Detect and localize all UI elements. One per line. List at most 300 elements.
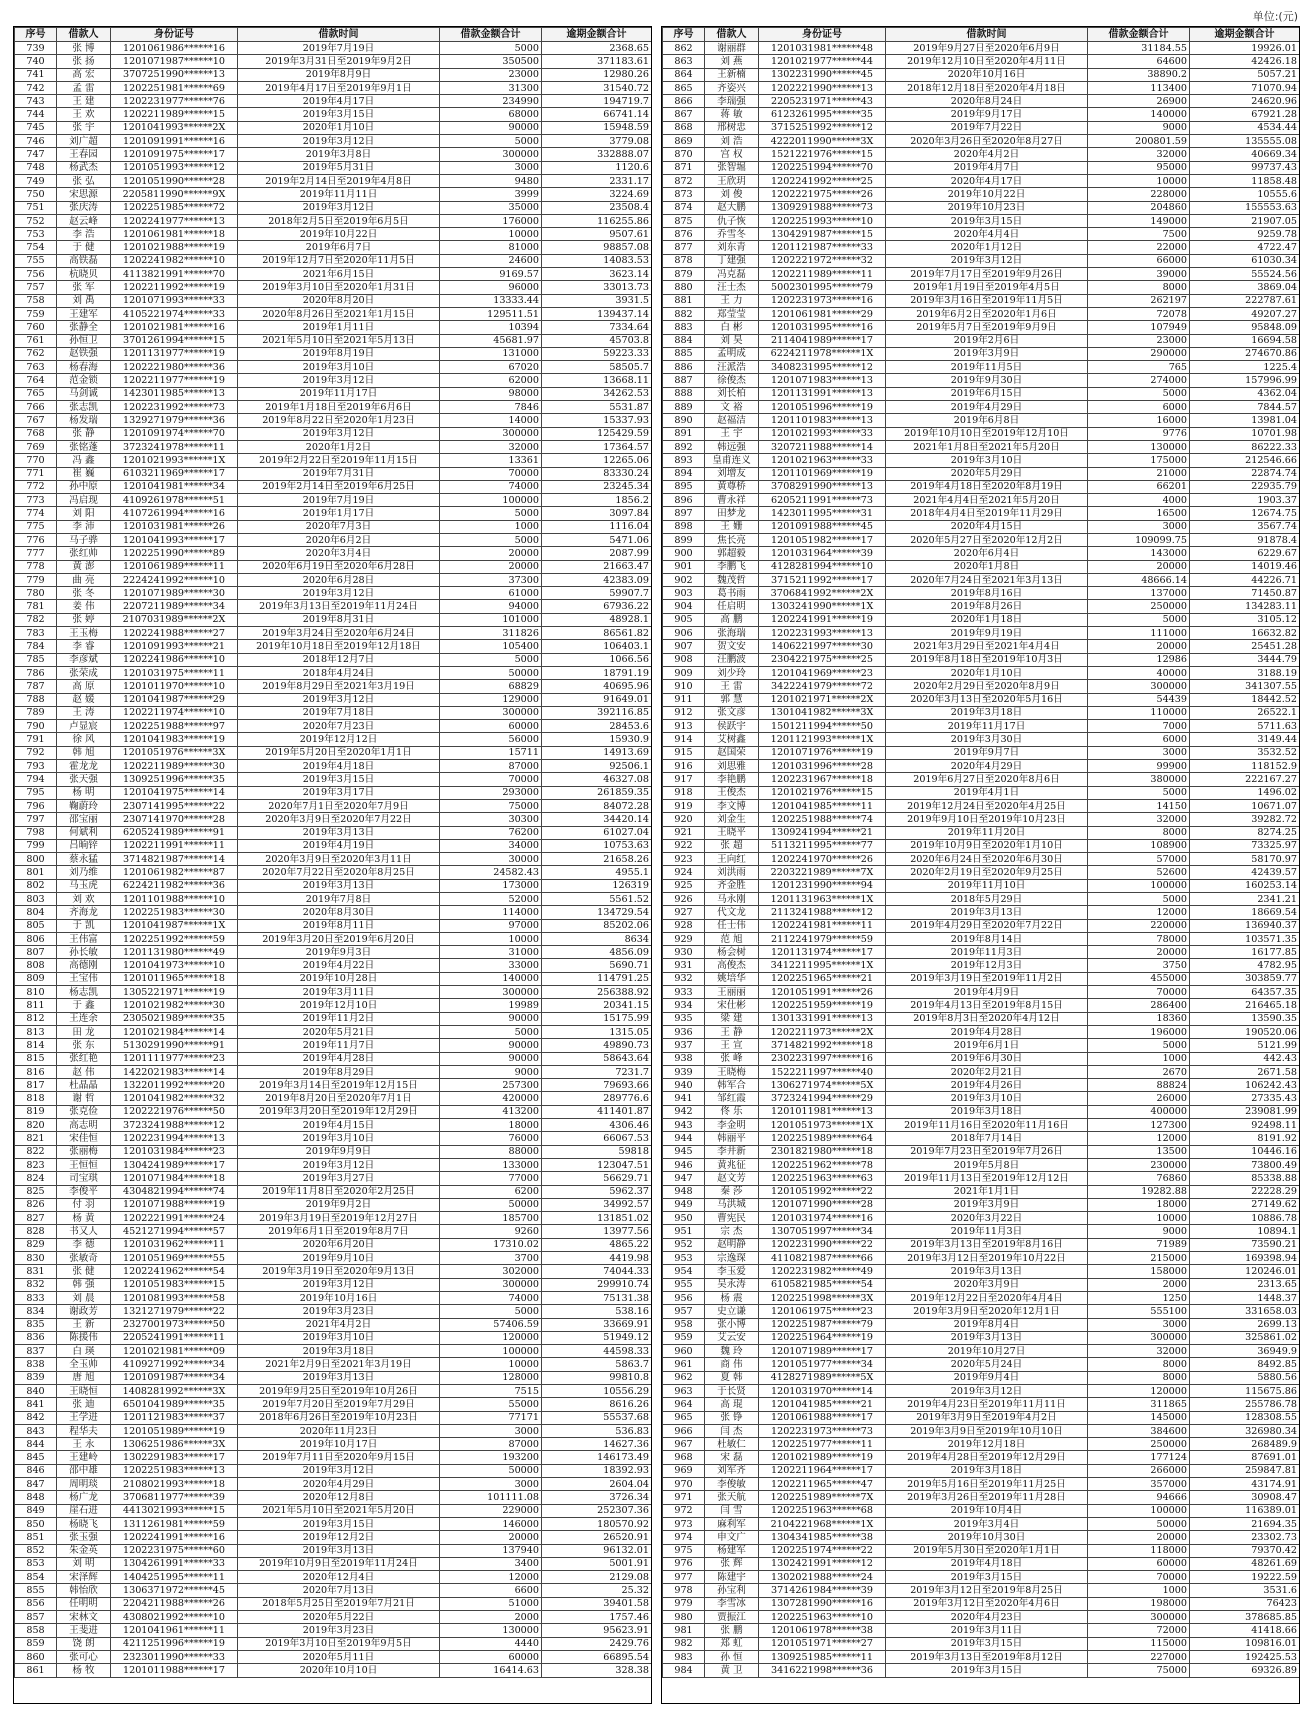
- cell-loan-date: 2019年6月1日: [886, 1039, 1088, 1052]
- cell-borrower: 刘 欢: [57, 893, 111, 906]
- cell-loan-amount: 5000: [440, 42, 542, 55]
- cell-borrower: 王向红: [705, 853, 759, 866]
- cell-loan-amount: 75000: [1088, 1664, 1190, 1677]
- cell-borrower: 崔 巍: [57, 467, 111, 480]
- cell-overdue-amount: 4534.44: [1190, 121, 1300, 134]
- cell-overdue-amount: 5711.63: [1190, 720, 1300, 733]
- cell-loan-amount: 24600: [440, 254, 542, 267]
- table-row: [663, 853, 1300, 866]
- cell-overdue-amount: 14913.69: [542, 746, 652, 759]
- cell-loan-amount: 20000: [1088, 560, 1190, 573]
- cell-seq: 795: [15, 786, 57, 799]
- cell-overdue-amount: 42426.18: [1190, 55, 1300, 68]
- cell-loan-amount: 1250: [1088, 1291, 1190, 1304]
- cell-overdue-amount: 10701.98: [1190, 427, 1300, 440]
- cell-overdue-amount: 15930.9: [542, 733, 652, 746]
- cell-id-number: 3701261994******15: [111, 334, 238, 347]
- cell-loan-date: 2018年6月26日至2019年10月23日: [238, 1411, 440, 1424]
- cell-seq: 794: [15, 773, 57, 786]
- cell-seq: 755: [15, 254, 57, 267]
- cell-loan-amount: 66201: [1088, 480, 1190, 493]
- cell-loan-amount: 3400: [440, 1557, 542, 1570]
- cell-id-number: 3714821992******18: [759, 1039, 886, 1052]
- cell-borrower: 谢丽群: [705, 42, 759, 55]
- cell-loan-amount: 88000: [440, 1145, 542, 1158]
- table-row: [663, 1012, 1300, 1025]
- cell-loan-date: 2020年4月23日: [886, 1611, 1088, 1624]
- cell-id-number: 1202251994******70: [759, 161, 886, 174]
- cell-overdue-amount: 91649.01: [542, 693, 652, 706]
- cell-borrower: 邹红霞: [705, 1092, 759, 1105]
- cell-borrower: 邵中雄: [57, 1464, 111, 1477]
- cell-borrower: 张 超: [705, 839, 759, 852]
- cell-loan-date: 2020年3月26日至2020年8月27日: [886, 135, 1088, 148]
- cell-id-number: 1305221971******19: [111, 986, 238, 999]
- cell-borrower: 李玉爱: [705, 1265, 759, 1278]
- cell-loan-amount: 9169.57: [440, 268, 542, 281]
- cell-seq: 853: [15, 1557, 57, 1570]
- cell-borrower: 张 健: [57, 1265, 111, 1278]
- cell-id-number: 1201031975******11: [111, 666, 238, 679]
- cell-loan-date: 2019年3月12日: [238, 427, 440, 440]
- table-row: [15, 467, 652, 480]
- cell-loan-amount: 109099.75: [1088, 533, 1190, 546]
- cell-loan-amount: 137000: [1088, 587, 1190, 600]
- cell-overdue-amount: 326980.34: [1190, 1424, 1300, 1437]
- cell-borrower: 冯启现: [57, 494, 111, 507]
- cell-id-number: 1202221976******50: [111, 1105, 238, 1118]
- cell-loan-amount: 67020: [440, 361, 542, 374]
- cell-borrower: 韩 强: [57, 1278, 111, 1291]
- table-row: [15, 1650, 652, 1663]
- cell-borrower: 张 静: [57, 427, 111, 440]
- cell-borrower: 赵大鹏: [705, 201, 759, 214]
- cell-seq: 925: [663, 879, 705, 892]
- cell-overdue-amount: 180570.92: [542, 1517, 652, 1530]
- cell-borrower: 于长贤: [705, 1384, 759, 1397]
- cell-id-number: 4222011990******3X: [759, 135, 886, 148]
- cell-loan-amount: 3000: [1088, 1318, 1190, 1331]
- cell-loan-amount: 262197: [1088, 294, 1190, 307]
- cell-id-number: 4128281994******10: [759, 560, 886, 573]
- table-row: [15, 613, 652, 626]
- cell-overdue-amount: 69326.89: [1190, 1664, 1300, 1677]
- cell-overdue-amount: 2341.21: [1190, 893, 1300, 906]
- cell-id-number: 1201131977******19: [111, 347, 238, 360]
- table-row: [663, 1531, 1300, 1544]
- cell-seq: 831: [15, 1265, 57, 1278]
- cell-borrower: 高 原: [57, 680, 111, 693]
- table-row: [15, 1557, 652, 1570]
- cell-id-number: 1202251965******21: [759, 972, 886, 985]
- cell-loan-amount: 350500: [440, 55, 542, 68]
- cell-loan-date: 2019年10月4日: [886, 1504, 1088, 1517]
- cell-loan-amount: 3999: [440, 188, 542, 201]
- cell-overdue-amount: 99810.8: [542, 1371, 652, 1384]
- cell-borrower: 张 辉: [705, 1557, 759, 1570]
- cell-loan-amount: 9000: [440, 1065, 542, 1078]
- cell-seq: 834: [15, 1305, 57, 1318]
- cell-borrower: 王 宇: [705, 427, 759, 440]
- cell-seq: 785: [15, 653, 57, 666]
- cell-id-number: 1201071993******33: [111, 294, 238, 307]
- cell-overdue-amount: 328.38: [542, 1664, 652, 1677]
- cell-id-number: 4521271994******57: [111, 1225, 238, 1238]
- cell-id-number: 1329271979******36: [111, 414, 238, 427]
- cell-overdue-amount: 134729.54: [542, 906, 652, 919]
- cell-overdue-amount: 48928.1: [542, 613, 652, 626]
- table-row: [663, 986, 1300, 999]
- table-row: [663, 108, 1300, 121]
- cell-overdue-amount: 43174.91: [1190, 1478, 1300, 1491]
- cell-borrower: 汪士杰: [705, 281, 759, 294]
- table-row: [15, 507, 652, 520]
- cell-loan-date: 2019年12月3日: [886, 959, 1088, 972]
- cell-loan-amount: 76200: [440, 826, 542, 839]
- cell-overdue-amount: 59223.33: [542, 347, 652, 360]
- cell-borrower: 孙中原: [57, 480, 111, 493]
- cell-loan-date: 2018年4月24日: [238, 666, 440, 679]
- cell-loan-amount: 12000: [440, 1571, 542, 1584]
- cell-borrower: 李金明: [705, 1119, 759, 1132]
- cell-loan-amount: 20000: [440, 547, 542, 560]
- cell-id-number: 1201051990******28: [111, 174, 238, 187]
- cell-id-number: 1201051992******22: [759, 1185, 886, 1198]
- table-row: [663, 879, 1300, 892]
- cell-seq: 937: [663, 1039, 705, 1052]
- cell-loan-date: 2019年3月10日至2020年1月31日: [238, 281, 440, 294]
- cell-id-number: 1202211973******2X: [759, 1025, 886, 1038]
- cell-id-number: 1322011992******20: [111, 1079, 238, 1092]
- cell-seq: 941: [663, 1092, 705, 1105]
- cell-borrower: 仇子恢: [705, 214, 759, 227]
- left-table-panel: [13, 26, 652, 1704]
- cell-loan-amount: 286400: [1088, 999, 1190, 1012]
- cell-overdue-amount: 19222.59: [1190, 1571, 1300, 1584]
- cell-overdue-amount: 216465.18: [1190, 999, 1300, 1012]
- table-row: [663, 1398, 1300, 1411]
- cell-loan-amount: 70000: [1088, 986, 1190, 999]
- cell-loan-date: 2019年3月11日: [886, 1624, 1088, 1637]
- cell-loan-date: 2020年4月2日: [886, 148, 1088, 161]
- cell-overdue-amount: 44598.33: [542, 1345, 652, 1358]
- cell-borrower: 高德刚: [57, 959, 111, 972]
- table-row: [15, 281, 652, 294]
- cell-seq: 782: [15, 613, 57, 626]
- cell-seq: 844: [15, 1438, 57, 1451]
- table-row: [15, 1478, 652, 1491]
- table-row: [663, 387, 1300, 400]
- cell-loan-date: 2019年11月13日至2019年12月12日: [886, 1172, 1088, 1185]
- table-row: [663, 906, 1300, 919]
- table-row: [15, 148, 652, 161]
- cell-loan-date: 2020年6月24日至2020年6月30日: [886, 853, 1088, 866]
- cell-seq: 798: [15, 826, 57, 839]
- cell-loan-date: 2019年6月30日: [886, 1052, 1088, 1065]
- cell-seq: 918: [663, 786, 705, 799]
- cell-borrower: 徐俊杰: [705, 374, 759, 387]
- cell-borrower: 刘思雅: [705, 760, 759, 773]
- cell-loan-date: 2019年10月16日: [238, 1291, 440, 1304]
- cell-id-number: 2302231997******16: [759, 1052, 886, 1065]
- cell-borrower: 张 迪: [57, 1398, 111, 1411]
- table-row: [663, 866, 1300, 879]
- cell-seq: 746: [15, 135, 57, 148]
- cell-seq: 759: [15, 307, 57, 320]
- cell-seq: 739: [15, 42, 57, 55]
- cell-overdue-amount: 61027.04: [542, 826, 652, 839]
- cell-loan-date: 2020年1月10日: [238, 121, 440, 134]
- cell-borrower: 韩丽平: [705, 1132, 759, 1145]
- cell-overdue-amount: 4782.95: [1190, 959, 1300, 972]
- cell-overdue-amount: 2604.04: [542, 1478, 652, 1491]
- cell-overdue-amount: 239081.99: [1190, 1105, 1300, 1118]
- cell-borrower: 宋泽辉: [57, 1571, 111, 1584]
- cell-id-number: 2205241991******11: [111, 1331, 238, 1344]
- cell-loan-amount: 5000: [440, 533, 542, 546]
- cell-loan-amount: 300000: [1088, 680, 1190, 693]
- cell-id-number: 1422021983******14: [111, 1065, 238, 1078]
- cell-seq: 750: [15, 188, 57, 201]
- cell-seq: 940: [663, 1079, 705, 1092]
- cell-loan-amount: 129000: [440, 693, 542, 706]
- cell-id-number: 1201041973******10: [111, 959, 238, 972]
- table-row: [663, 587, 1300, 600]
- cell-seq: 948: [663, 1185, 705, 1198]
- cell-id-number: 1201021984******14: [111, 1025, 238, 1038]
- cell-loan-date: 2021年5月10日至2021年5月20日: [238, 1504, 440, 1517]
- cell-loan-amount: 204860: [1088, 201, 1190, 214]
- cell-loan-date: 2018年4月4日至2019年11月29日: [886, 507, 1088, 520]
- cell-loan-date: 2019年7月20日至2019年7月29日: [238, 1398, 440, 1411]
- cell-id-number: 3422241979******72: [759, 680, 886, 693]
- cell-id-number: 1201091993******21: [111, 640, 238, 653]
- table-row: [663, 1384, 1300, 1397]
- cell-loan-amount: 50000: [440, 1198, 542, 1211]
- cell-id-number: 1201061989******11: [111, 560, 238, 573]
- cell-loan-amount: 34000: [440, 839, 542, 852]
- table-row: [663, 467, 1300, 480]
- table-row: [15, 1504, 652, 1517]
- cell-loan-amount: 5000: [440, 1305, 542, 1318]
- table-row: [15, 1065, 652, 1078]
- cell-seq: 926: [663, 893, 705, 906]
- cell-id-number: 1202241970******26: [759, 853, 886, 866]
- cell-overdue-amount: 378685.85: [1190, 1611, 1300, 1624]
- cell-id-number: 1306371972******45: [111, 1584, 238, 1597]
- cell-overdue-amount: 411401.87: [542, 1105, 652, 1118]
- cell-id-number: 2204211988******26: [111, 1597, 238, 1610]
- cell-overdue-amount: 8274.25: [1190, 826, 1300, 839]
- cell-loan-amount: 290000: [1088, 347, 1190, 360]
- cell-overdue-amount: 299910.74: [542, 1278, 652, 1291]
- cell-seq: 877: [663, 241, 705, 254]
- cell-borrower: 蒋 敏: [705, 108, 759, 121]
- cell-seq: 955: [663, 1278, 705, 1291]
- cell-borrower: 宗逸琛: [705, 1252, 759, 1265]
- cell-overdue-amount: 67921.28: [1190, 108, 1300, 121]
- cell-loan-date: 2019年10月23日: [886, 201, 1088, 214]
- cell-loan-amount: 114000: [440, 906, 542, 919]
- cell-borrower: 杨志凯: [57, 986, 111, 999]
- cell-seq: 867: [663, 108, 705, 121]
- cell-id-number: 1423011985******13: [111, 387, 238, 400]
- cell-loan-amount: 40000: [1088, 666, 1190, 679]
- cell-seq: 921: [663, 826, 705, 839]
- cell-loan-amount: 173000: [440, 879, 542, 892]
- cell-seq: 977: [663, 1571, 705, 1584]
- cell-id-number: 1201111977******23: [111, 1052, 238, 1065]
- cell-overdue-amount: 8191.92: [1190, 1132, 1300, 1145]
- cell-loan-date: 2020年4月4日: [886, 228, 1088, 241]
- cell-loan-amount: 10394: [440, 321, 542, 334]
- cell-id-number: 1202231994******13: [111, 1132, 238, 1145]
- cell-loan-date: 2020年10月16日: [886, 68, 1088, 81]
- table-row: [663, 520, 1300, 533]
- cell-seq: 913: [663, 720, 705, 733]
- cell-overdue-amount: 5561.52: [542, 893, 652, 906]
- cell-loan-amount: 293000: [440, 786, 542, 799]
- table-row: [663, 1571, 1300, 1584]
- table-row: [663, 55, 1300, 68]
- table-body-right: [663, 42, 1300, 1678]
- cell-seq: 797: [15, 813, 57, 826]
- table-row: [663, 1039, 1300, 1052]
- cell-borrower: 张 婷: [57, 613, 111, 626]
- cell-seq: 756: [15, 268, 57, 281]
- cell-borrower: 王 姗: [705, 520, 759, 533]
- cell-loan-date: 2019年2月22日至2019年11月15日: [238, 454, 440, 467]
- table-row: [15, 480, 652, 493]
- table-row: [15, 1517, 652, 1530]
- cell-borrower: 朱金英: [57, 1544, 111, 1557]
- cell-borrower: 王 涛: [57, 706, 111, 719]
- cell-seq: 924: [663, 866, 705, 879]
- cell-loan-amount: 137940: [440, 1544, 542, 1557]
- cell-borrower: 孟明成: [705, 347, 759, 360]
- table-row: [663, 1105, 1300, 1118]
- table-row: [663, 1331, 1300, 1344]
- cell-overdue-amount: 126319: [542, 879, 652, 892]
- cell-loan-date: 2019年4月18日: [238, 760, 440, 773]
- cell-loan-amount: 13361: [440, 454, 542, 467]
- cell-id-number: 1201101983******13: [759, 414, 886, 427]
- cell-overdue-amount: 20341.15: [542, 999, 652, 1012]
- cell-borrower: 张荣成: [57, 666, 111, 679]
- cell-overdue-amount: 85338.88: [1190, 1172, 1300, 1185]
- cell-seq: 771: [15, 467, 57, 480]
- table-row: [663, 201, 1300, 214]
- table-row: [15, 494, 652, 507]
- cell-seq: 927: [663, 906, 705, 919]
- cell-overdue-amount: 58505.7: [542, 361, 652, 374]
- cell-loan-amount: 81000: [440, 241, 542, 254]
- table-row: [663, 81, 1300, 94]
- cell-seq: 943: [663, 1119, 705, 1132]
- cell-id-number: 1202231973******16: [759, 294, 886, 307]
- cell-overdue-amount: 46327.08: [542, 773, 652, 786]
- cell-loan-amount: 420000: [440, 1092, 542, 1105]
- cell-loan-date: 2020年3月9日: [886, 1278, 1088, 1291]
- cell-loan-date: 2019年3月10日: [238, 1132, 440, 1145]
- cell-loan-amount: 14150: [1088, 799, 1190, 812]
- table-row: [15, 733, 652, 746]
- cell-loan-amount: 35000: [440, 201, 542, 214]
- cell-borrower: 张 军: [57, 281, 111, 294]
- cell-id-number: 1202251990******89: [111, 547, 238, 560]
- cell-id-number: 4128271989******5X: [759, 1371, 886, 1384]
- cell-borrower: 刘军齐: [705, 1464, 759, 1477]
- cell-overdue-amount: 3149.44: [1190, 733, 1300, 746]
- cell-loan-date: 2020年8月20日: [238, 294, 440, 307]
- cell-id-number: 1201031984******23: [111, 1145, 238, 1158]
- cell-seq: 982: [663, 1637, 705, 1650]
- cell-loan-date: 2019年7月23日至2019年7月26日: [886, 1145, 1088, 1158]
- table-row: [15, 387, 652, 400]
- cell-overdue-amount: 23508.4: [542, 201, 652, 214]
- cell-borrower: 杨晓飞: [57, 1517, 111, 1530]
- cell-loan-amount: 14000: [440, 414, 542, 427]
- cell-seq: 895: [663, 480, 705, 493]
- cell-loan-amount: 66000: [1088, 254, 1190, 267]
- cell-overdue-amount: 4419.98: [542, 1252, 652, 1265]
- cell-loan-amount: 15711: [440, 746, 542, 759]
- cell-loan-date: 2020年6月2日: [238, 533, 440, 546]
- cell-loan-date: 2020年5月21日: [238, 1025, 440, 1038]
- cell-overdue-amount: 1856.2: [542, 494, 652, 507]
- cell-borrower: 高 鹏: [705, 613, 759, 626]
- cell-loan-date: 2019年12月7日至2020年11月5日: [238, 254, 440, 267]
- cell-overdue-amount: 23245.34: [542, 480, 652, 493]
- cell-seq: 781: [15, 600, 57, 613]
- cell-borrower: 刘 俊: [705, 188, 759, 201]
- header-date: 借款时间: [238, 28, 440, 42]
- cell-loan-amount: 227000: [1088, 1650, 1190, 1663]
- cell-loan-amount: 4440: [440, 1637, 542, 1650]
- cell-id-number: 1201061981******29: [759, 307, 886, 320]
- cell-overdue-amount: 128308.55: [1190, 1411, 1300, 1424]
- cell-loan-date: 2020年6月20日: [238, 1238, 440, 1251]
- cell-seq: 953: [663, 1252, 705, 1265]
- cell-borrower: 鞠蔚玲: [57, 799, 111, 812]
- cell-borrower: 刘 明: [57, 1557, 111, 1570]
- cell-borrower: 王 力: [705, 294, 759, 307]
- cell-id-number: 4107261994******16: [111, 507, 238, 520]
- table-row: [15, 1664, 652, 1677]
- cell-borrower: 刘 阳: [57, 507, 111, 520]
- cell-id-number: 1202241977******13: [111, 214, 238, 227]
- cell-overdue-amount: 103571.35: [1190, 932, 1300, 945]
- cell-loan-date: 2019年9月4日: [886, 1371, 1088, 1384]
- cell-loan-date: 2019年4月17日至2019年9月1日: [238, 81, 440, 94]
- cell-overdue-amount: 114791.25: [542, 972, 652, 985]
- cell-seq: 964: [663, 1398, 705, 1411]
- cell-loan-date: 2019年3月12日: [238, 1464, 440, 1477]
- cell-loan-date: 2019年3月17日: [238, 786, 440, 799]
- cell-borrower: 王晓梅: [705, 1065, 759, 1078]
- cell-loan-amount: 9480: [440, 174, 542, 187]
- cell-overdue-amount: 15948.59: [542, 121, 652, 134]
- cell-loan-amount: 31300: [440, 81, 542, 94]
- cell-loan-date: 2019年6月1日至2019年8月7日: [238, 1225, 440, 1238]
- cell-borrower: 全玉帅: [57, 1358, 111, 1371]
- cell-borrower: 陈建宇: [705, 1571, 759, 1584]
- cell-id-number: 3207211988******14: [759, 440, 886, 453]
- cell-id-number: 1201011965******18: [111, 972, 238, 985]
- cell-loan-amount: 127300: [1088, 1119, 1190, 1132]
- cell-id-number: 1202251963******10: [759, 1611, 886, 1624]
- table-row: [15, 547, 652, 560]
